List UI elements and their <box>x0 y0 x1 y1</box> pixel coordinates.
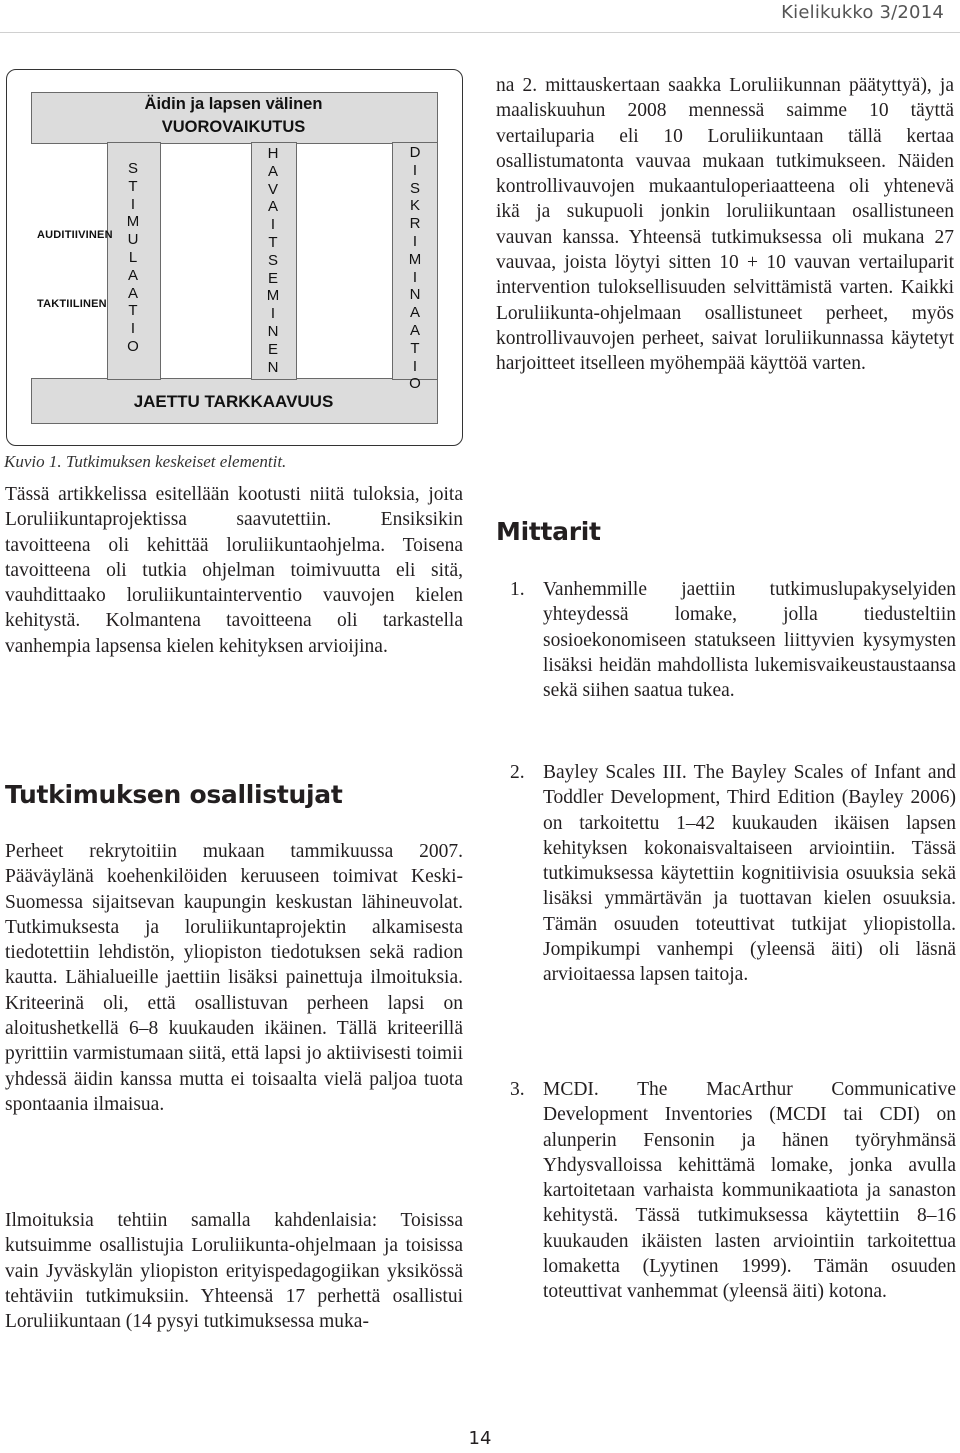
figure-letter: L <box>128 248 138 266</box>
heading-tutkimuksen-osallistujat: Tutkimuksen osallistujat <box>5 780 343 809</box>
figure-top-line1: Äidin ja lapsen välinen <box>144 95 323 113</box>
intro-text: Tässä artikkelissa esitellään kootusti niitä tuloksia, joita Loruliikuntaprojektissa saavutettiin. Ensiksikin tavoitteena oli kehittää loruliikuntaohjelma. Toisena tavoitteena oli tutkia ohjelman toimivuutta eli sitä, vauhdittaako loruliikuntainterventio vauvojen kielen kehitystä. Kolmantena tavoitteena oli tarkastella vanhempia lapsensa kielen kehityksen arvioijina. <box>5 484 463 657</box>
page-number: 14 <box>468 1428 492 1449</box>
left-paragraph-1 <box>5 839 463 1117</box>
figure-letter: N <box>267 322 279 340</box>
figure-letter: V <box>267 180 278 198</box>
figure-letter: I <box>270 216 276 234</box>
figure-top-line2: VUOROVAIKUTUS <box>161 118 306 136</box>
figure-letter: U <box>127 231 139 249</box>
right-paragraph-1 <box>496 73 954 377</box>
list-item-number: 1. <box>510 579 525 600</box>
list-item-number: 2. <box>510 762 525 783</box>
left-paragraph-2 <box>5 1208 463 1334</box>
figure-letter: O <box>409 375 421 393</box>
list-item-number: 3. <box>510 1079 525 1100</box>
heading-mittarit: Mittarit <box>496 517 601 546</box>
figure-vertical-havaitseminen <box>258 145 288 376</box>
list-item-text: Bayley Scales III. The Bayley Scales of Infant and Toddler Development, Third Edition (Bayley 2006) on tarkoitettu 1–42 kuukauden ikäisen lapsen kehityksen kokonaisvaltaiseen arviointiin. Tässä tutkimuksessa käytettiin kognitiivisia osuuksia sekä lisäksi ymmärtävän ja tuottavan kielen osuuksia. Tämän osuuden toteuttivat tutkijat yliopistolla. Jompikumpi vanhempi (yleensä äiti) oli läsnä arvioitaessa lapsen taitoja. <box>543 762 956 986</box>
figure-letter: S <box>409 179 420 197</box>
figure-letter: R <box>409 215 421 233</box>
figure-letter: A <box>409 304 420 322</box>
figure-letter: I <box>130 320 136 338</box>
figure-letter: M <box>266 287 280 305</box>
figure-letter: S <box>267 251 278 269</box>
figure-letter: S <box>127 160 138 177</box>
figure-letter: T <box>268 233 278 251</box>
figure-letter: I <box>412 357 418 375</box>
figure-bottom-label: JAETTU TARKKAAVUUS <box>133 392 334 411</box>
figure-letter: A <box>267 198 278 216</box>
figure-side-auditiivinen: AUDITIIVINEN <box>37 229 113 241</box>
figure-vertical-stimulaatio <box>118 160 148 356</box>
figure-letter: H <box>267 145 279 162</box>
figure-letter: I <box>412 161 418 179</box>
figure-letter: E <box>267 340 278 358</box>
figure-letter: N <box>267 358 279 376</box>
figure-letter: M <box>408 250 422 268</box>
continuation-text: na 2. mittauskertaan saakka Loruliikunnan päätyttyä), ja maaliskuuhun 2008 mennessä saimme 10 täyttä vertailuparia eli 10 Loruliikuntaan tällä kertaa osallistumatonta vauvaa mukaan tutkimukseen. Näiden kontrollivauvojen mukaantuloperiaatteena oli yhtenevä ikä ja sukupuoli jonkin loruliikuntaan osallistuneen vauvan kanssa. Yhteensä tutkimuksessa oli mukana 27 vauvaa, joista löytyi sitten 10 + 10 vauvan vertailuparit intervention tuloksellisuuden selvittämistä varten. Kaikki Loruliikunta-ohjelmaan osallistuneet perheet, myös kontrollivauvojen perheet, saivat loruliikunnassa käytetyt harjoitteet itselleen myöhempää käyttöä varten. <box>496 75 954 375</box>
figure-letter: N <box>409 286 421 304</box>
header-rule <box>0 32 960 33</box>
figure-frame <box>6 69 463 446</box>
figure-letter: A <box>409 321 420 339</box>
participants-text-1: Perheet rekrytoitiin mukaan tammikuussa 2007. Pääväylänä koehenkilöiden keruuseen toimivat Keski-Suomessa sijaitsevan kaupungin keskustan lähineuvolat. Tutkimuksesta ja loruliikuntaprojektin alkamisesta tiedotettiin lehdistön, yliopiston tiedotuksen sekä radion kautta. Lähialueille jaettiin lisäksi painettuja ilmoituksia. Kriteerinä oli, että osallistuvan perheen lapsi on aloitushetkellä 6–8 kuukauden ikäinen. Tällä kriteerillä pyrittiin varmistumaan siitä, että lapsi jo aktiivisesti toimii yhdessä äidin kanssa mutta ei toisaalta vielä paljoa tuota spontaania ilmaisua. <box>5 841 463 1115</box>
figure-side-taktiilinen: TAKTIILINEN <box>37 298 107 310</box>
figure-letter: T <box>128 177 138 195</box>
figure-letter: A <box>267 162 278 180</box>
figure-letter: T <box>128 302 138 320</box>
figure-vertical-diskriminaatio <box>400 144 430 393</box>
figure-letter: D <box>409 144 421 161</box>
figure-letter: I <box>412 268 418 286</box>
figure-letter: I <box>270 305 276 323</box>
figure-letter: A <box>127 284 138 302</box>
list-item-text: Vanhemmille jaettiin tutkimuslupakyselyiden yhteydessä lomake, jolla tiedusteltiin sosioekonomiseen statukseen liittyvien kysymysten lisäksi heidän mahdollista lukemisvaikeustaustaansa sekä siihen saatua tukea. <box>543 579 956 702</box>
figure-letter: M <box>126 213 140 231</box>
figure-caption: Kuvio 1. Tutkimuksen keskeiset elementit. <box>4 452 287 471</box>
participants-text-2: Ilmoituksia tehtiin samalla kahdenlaisia: Toisissa kutsuimme osallistujia Loruliikunta-ohjelmaan ja toisissa vain Jyväskylän yliopiston erityispedagogiikan yksikössä tehtäviin tutkimuksiin. Yhteensä 17 perhettä osallistui Loruliikuntaan (14 pysyi tutkimuksessa muka- <box>5 1210 463 1333</box>
running-head: Kielikukko 3/2014 <box>781 2 944 23</box>
figure-letter: T <box>410 339 420 357</box>
figure-letter: K <box>409 197 420 215</box>
figure-letter: I <box>412 232 418 250</box>
list-item-text: MCDI. The MacArthur Communicative Development Inventories (MCDI tai CDI) on alunperin Fensonin ja hänen työryhmänsä Yhdysvalloissa kehittämä lomake, jonka avulla kartoitetaan varhaista kommunikaatiota ja sanaston kehitystä. Tässä tutkimuksessa käytettiin 8–16 kuukauden ikäisten lasten arviointiin tarkoitettua lomaketta (Lyytinen 1999). Tämän osuuden toteuttivat vanhemmat (yleensä äiti) kotona. <box>543 1079 956 1303</box>
figure-letter: A <box>127 266 138 284</box>
figure-letter: I <box>130 195 136 213</box>
left-intro-paragraph <box>5 482 463 659</box>
figure-letter: O <box>127 337 139 355</box>
figure-letter: E <box>267 269 278 287</box>
